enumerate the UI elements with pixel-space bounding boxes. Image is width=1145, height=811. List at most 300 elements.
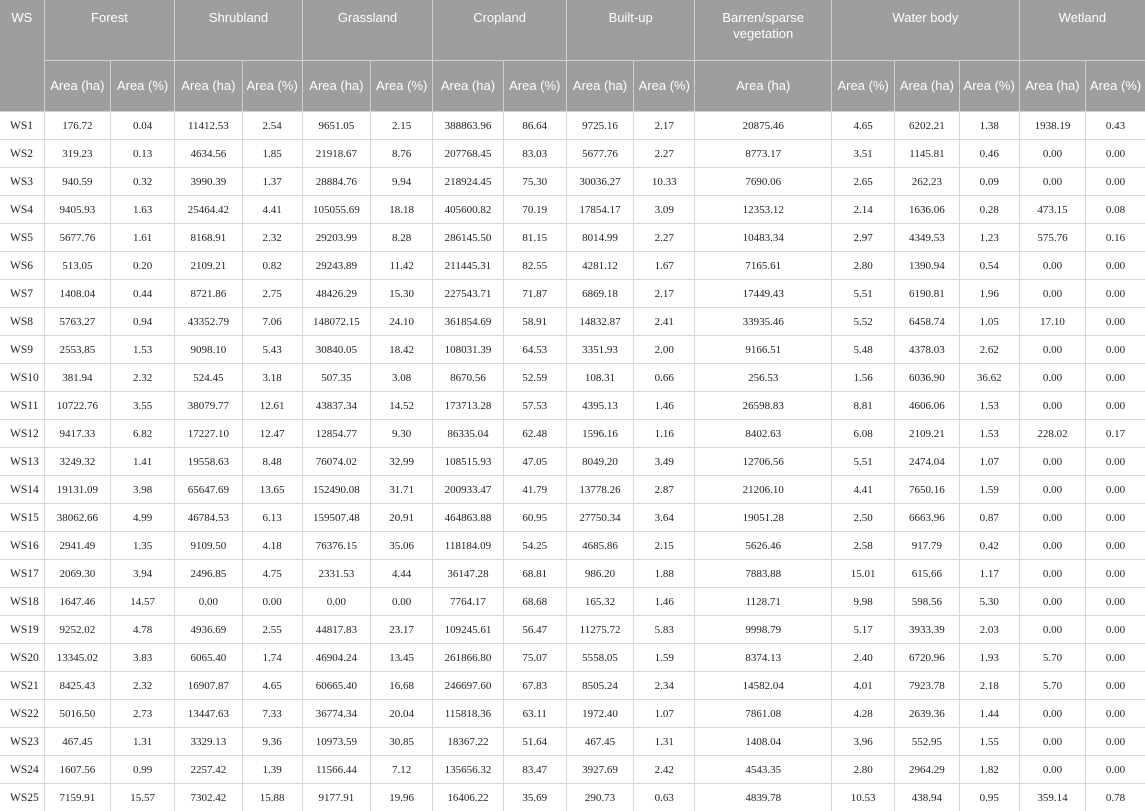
value-cell: 0.43 [1086,112,1145,140]
value-cell: 246697.60 [433,672,503,700]
value-cell: 0.00 [1019,252,1085,280]
value-cell: 0.00 [1086,644,1145,672]
value-cell: 2.50 [832,504,895,532]
value-cell: 1.56 [832,364,895,392]
value-cell: 5.70 [1019,672,1085,700]
value-cell: 464863.88 [433,504,503,532]
value-cell: 1.17 [959,560,1019,588]
value-cell: 6036.90 [895,364,959,392]
value-cell: 2.97 [832,224,895,252]
value-cell: 9.94 [371,168,433,196]
value-cell: 262.23 [895,168,959,196]
ws-cell: WS12 [0,420,44,448]
ws-cell: WS16 [0,532,44,560]
value-cell: 2331.53 [302,560,370,588]
table-body [0,112,1145,811]
ws-cell: WS6 [0,252,44,280]
value-cell: 0.32 [110,168,174,196]
value-cell: 9651.05 [302,112,370,140]
value-cell: 19.96 [371,784,433,811]
value-cell: 0.04 [110,112,174,140]
value-cell: 3.18 [242,364,302,392]
value-cell: 18.42 [371,336,433,364]
ws-cell: WS15 [0,504,44,532]
value-cell: 615.66 [895,560,959,588]
value-cell: 4.41 [832,476,895,504]
value-cell: 5.52 [832,308,895,336]
value-cell: 54.25 [503,532,566,560]
table-row [0,476,1145,504]
value-cell: 13345.02 [44,644,110,672]
value-cell: 10973.59 [302,728,370,756]
value-cell: 2.34 [634,672,695,700]
value-cell: 1.53 [959,392,1019,420]
value-cell: 0.00 [1086,476,1145,504]
value-cell: 4.28 [832,700,895,728]
value-cell: 11275.72 [566,616,633,644]
value-cell: 7159.91 [44,784,110,811]
value-cell: 62.48 [503,420,566,448]
value-cell: 1636.06 [895,196,959,224]
value-cell: 14582.04 [695,672,832,700]
value-cell: 36774.34 [302,700,370,728]
table-row [0,728,1145,756]
value-cell: 5626.46 [695,532,832,560]
ws-cell: WS23 [0,728,44,756]
value-cell: 4378.03 [895,336,959,364]
value-cell: 1.31 [110,728,174,756]
value-cell: 2.55 [242,616,302,644]
value-cell: 7302.42 [175,784,242,811]
value-cell: 7165.61 [695,252,832,280]
value-cell: 67.83 [503,672,566,700]
value-cell: 3927.69 [566,756,633,784]
value-cell: 0.00 [1019,140,1085,168]
value-cell: 0.00 [1086,672,1145,700]
value-cell: 6663.96 [895,504,959,532]
value-cell: 388863.96 [433,112,503,140]
value-cell: 46904.24 [302,644,370,672]
value-cell: 38062.66 [44,504,110,532]
group-header-cropland: Cropland [433,0,567,61]
value-cell: 1.82 [959,756,1019,784]
value-cell: 115818.36 [433,700,503,728]
sub-header: Area (ha) [175,61,242,112]
value-cell: 4685.86 [566,532,633,560]
value-cell: 3.83 [110,644,174,672]
value-cell: 12854.77 [302,420,370,448]
value-cell: 12.61 [242,392,302,420]
value-cell: 17854.17 [566,196,633,224]
value-cell: 27750.34 [566,504,633,532]
value-cell: 467.45 [44,728,110,756]
value-cell: 58.91 [503,308,566,336]
table-row [0,252,1145,280]
value-cell: 60665.40 [302,672,370,700]
table-row [0,140,1145,168]
value-cell: 29243.89 [302,252,370,280]
value-cell: 0.66 [634,364,695,392]
value-cell: 513.05 [44,252,110,280]
value-cell: 3249.32 [44,448,110,476]
value-cell: 11566.44 [302,756,370,784]
group-header-water-body: Water body [832,0,1020,61]
value-cell: 1.35 [110,532,174,560]
table-row [0,504,1145,532]
value-cell: 81.15 [503,224,566,252]
value-cell: 165.32 [566,588,633,616]
value-cell: 64.53 [503,336,566,364]
value-cell: 9.98 [832,588,895,616]
value-cell: 0.00 [1086,168,1145,196]
group-header-forest: Forest [44,0,175,61]
value-cell: 0.00 [1086,560,1145,588]
value-cell: 1.16 [634,420,695,448]
value-cell: 9.36 [242,728,302,756]
value-cell: 8505.24 [566,672,633,700]
value-cell: 18367.22 [433,728,503,756]
sub-header: Area (ha) [895,61,959,112]
value-cell: 0.00 [1019,168,1085,196]
value-cell: 1408.04 [44,280,110,308]
value-cell: 4.65 [242,672,302,700]
ws-cell: WS22 [0,700,44,728]
value-cell: 9417.33 [44,420,110,448]
ws-cell: WS17 [0,560,44,588]
value-cell: 17.10 [1019,308,1085,336]
value-cell: 9098.10 [175,336,242,364]
value-cell: 16907.87 [175,672,242,700]
value-cell: 2.80 [832,252,895,280]
value-cell: 4606.06 [895,392,959,420]
value-cell: 0.00 [1019,392,1085,420]
ws-header: WS [0,0,44,112]
value-cell: 2.62 [959,336,1019,364]
value-cell: 12.47 [242,420,302,448]
table-row [0,756,1145,784]
value-cell: 76074.02 [302,448,370,476]
ws-cell: WS21 [0,672,44,700]
value-cell: 5.51 [832,448,895,476]
table-row [0,224,1145,252]
value-cell: 3.94 [110,560,174,588]
value-cell: 0.00 [1019,476,1085,504]
table-row [0,336,1145,364]
value-cell: 9998.79 [695,616,832,644]
value-cell: 4395.13 [566,392,633,420]
value-cell: 0.00 [1086,392,1145,420]
value-cell: 0.87 [959,504,1019,532]
value-cell: 0.00 [1019,532,1085,560]
value-cell: 0.28 [959,196,1019,224]
value-cell: 6869.18 [566,280,633,308]
value-cell: 2.17 [634,280,695,308]
table-row [0,196,1145,224]
value-cell: 361854.69 [433,308,503,336]
table-row [0,448,1145,476]
value-cell: 8049.20 [566,448,633,476]
value-cell: 15.57 [110,784,174,811]
value-cell: 2.32 [110,364,174,392]
value-cell: 0.20 [110,252,174,280]
value-cell: 1.53 [110,336,174,364]
value-cell: 75.30 [503,168,566,196]
value-cell: 10483.34 [695,224,832,252]
ws-cell: WS10 [0,364,44,392]
value-cell: 524.45 [175,364,242,392]
value-cell: 0.08 [1086,196,1145,224]
table-row [0,560,1145,588]
value-cell: 290.73 [566,784,633,811]
value-cell: 1.74 [242,644,302,672]
value-cell: 381.94 [44,364,110,392]
table-row [0,644,1145,672]
value-cell: 5.17 [832,616,895,644]
value-cell: 6202.21 [895,112,959,140]
value-cell: 15.01 [832,560,895,588]
value-cell: 4.65 [832,112,895,140]
value-cell: 15.88 [242,784,302,811]
value-cell: 261866.80 [433,644,503,672]
value-cell: 0.00 [302,588,370,616]
value-cell: 2553.85 [44,336,110,364]
value-cell: 0.00 [1019,560,1085,588]
value-cell: 1.46 [634,588,695,616]
header-row-groups [0,0,1145,61]
value-cell: 75.07 [503,644,566,672]
value-cell: 0.00 [1019,756,1085,784]
value-cell: 1607.56 [44,756,110,784]
value-cell: 2496.85 [175,560,242,588]
table-row [0,392,1145,420]
value-cell: 41.79 [503,476,566,504]
value-cell: 9109.50 [175,532,242,560]
value-cell: 7690.06 [695,168,832,196]
value-cell: 30840.05 [302,336,370,364]
value-cell: 1.37 [242,168,302,196]
value-cell: 0.00 [1019,504,1085,532]
value-cell: 3.49 [634,448,695,476]
value-cell: 5558.05 [566,644,633,672]
value-cell: 36.62 [959,364,1019,392]
value-cell: 0.00 [1086,448,1145,476]
value-cell: 3.96 [832,728,895,756]
value-cell: 405600.82 [433,196,503,224]
value-cell: 2.00 [634,336,695,364]
value-cell: 0.00 [1086,616,1145,644]
value-cell: 2639.36 [895,700,959,728]
value-cell: 3.55 [110,392,174,420]
value-cell: 8.81 [832,392,895,420]
value-cell: 1.05 [959,308,1019,336]
value-cell: 0.00 [1086,308,1145,336]
value-cell: 0.00 [1019,364,1085,392]
value-cell: 3.08 [371,364,433,392]
value-cell: 11412.53 [175,112,242,140]
value-cell: 2.40 [832,644,895,672]
value-cell: 1.93 [959,644,1019,672]
sub-header: Area (ha) [433,61,503,112]
ws-cell: WS11 [0,392,44,420]
value-cell: 2.65 [832,168,895,196]
value-cell: 44817.83 [302,616,370,644]
value-cell: 71.87 [503,280,566,308]
value-cell: 16406.22 [433,784,503,811]
group-header-barren: Barren/sparse vegetation [695,0,832,61]
ws-cell: WS4 [0,196,44,224]
value-cell: 5677.76 [566,140,633,168]
header-row-units [0,61,1145,112]
value-cell: 3.64 [634,504,695,532]
value-cell: 7.06 [242,308,302,336]
value-cell: 2.75 [242,280,302,308]
value-cell: 14832.87 [566,308,633,336]
value-cell: 12353.12 [695,196,832,224]
value-cell: 25464.42 [175,196,242,224]
value-cell: 6190.81 [895,280,959,308]
value-cell: 15.30 [371,280,433,308]
value-cell: 3933.39 [895,616,959,644]
value-cell: 0.54 [959,252,1019,280]
value-cell: 4839.78 [695,784,832,811]
value-cell: 1.38 [959,112,1019,140]
value-cell: 0.46 [959,140,1019,168]
value-cell: 57.53 [503,392,566,420]
value-cell: 21206.10 [695,476,832,504]
value-cell: 3329.13 [175,728,242,756]
value-cell: 0.00 [1086,280,1145,308]
value-cell: 1972.40 [566,700,633,728]
value-cell: 0.00 [1086,728,1145,756]
value-cell: 1.46 [634,392,695,420]
value-cell: 0.00 [371,588,433,616]
sub-header: Area (ha) [44,61,110,112]
table-row [0,616,1145,644]
ws-cell: WS24 [0,756,44,784]
value-cell: 8.28 [371,224,433,252]
value-cell: 5.48 [832,336,895,364]
value-cell: 48426.29 [302,280,370,308]
value-cell: 0.16 [1086,224,1145,252]
value-cell: 2941.49 [44,532,110,560]
value-cell: 13.65 [242,476,302,504]
value-cell: 118184.09 [433,532,503,560]
value-cell: 940.59 [44,168,110,196]
ws-cell: WS13 [0,448,44,476]
value-cell: 12706.56 [695,448,832,476]
value-cell: 1390.94 [895,252,959,280]
value-cell: 2.58 [832,532,895,560]
value-cell: 5677.76 [44,224,110,252]
value-cell: 0.63 [634,784,695,811]
ws-cell: WS14 [0,476,44,504]
value-cell: 2.87 [634,476,695,504]
value-cell: 0.00 [1019,588,1085,616]
sub-header: Area (ha) [566,61,633,112]
value-cell: 4634.56 [175,140,242,168]
value-cell: 1.55 [959,728,1019,756]
value-cell: 9252.02 [44,616,110,644]
value-cell: 2.42 [634,756,695,784]
value-cell: 1.96 [959,280,1019,308]
value-cell: 3.09 [634,196,695,224]
value-cell: 319.23 [44,140,110,168]
value-cell: 36147.28 [433,560,503,588]
value-cell: 30036.27 [566,168,633,196]
ws-cell: WS5 [0,224,44,252]
value-cell: 0.82 [242,252,302,280]
value-cell: 1.07 [959,448,1019,476]
value-cell: 0.00 [1019,336,1085,364]
value-cell: 10.33 [634,168,695,196]
value-cell: 68.81 [503,560,566,588]
value-cell: 3351.93 [566,336,633,364]
value-cell: 4543.35 [695,756,832,784]
value-cell: 1128.71 [695,588,832,616]
value-cell: 0.00 [1019,448,1085,476]
ws-cell: WS25 [0,784,44,811]
value-cell: 13778.26 [566,476,633,504]
value-cell: 598.56 [895,588,959,616]
value-cell: 28884.76 [302,168,370,196]
value-cell: 46784.53 [175,504,242,532]
value-cell: 8.48 [242,448,302,476]
value-cell: 2.32 [242,224,302,252]
value-cell: 227543.71 [433,280,503,308]
value-cell: 438.94 [895,784,959,811]
value-cell: 6458.74 [895,308,959,336]
table-row [0,112,1145,140]
value-cell: 8168.91 [175,224,242,252]
value-cell: 6065.40 [175,644,242,672]
ws-cell: WS18 [0,588,44,616]
value-cell: 19131.09 [44,476,110,504]
value-cell: 176.72 [44,112,110,140]
value-cell: 47.05 [503,448,566,476]
value-cell: 108515.93 [433,448,503,476]
value-cell: 2.41 [634,308,695,336]
value-cell: 2.73 [110,700,174,728]
value-cell: 8773.17 [695,140,832,168]
value-cell: 2.80 [832,756,895,784]
table-row [0,784,1145,811]
value-cell: 0.00 [242,588,302,616]
value-cell: 9177.91 [302,784,370,811]
value-cell: 4.41 [242,196,302,224]
value-cell: 30.85 [371,728,433,756]
value-cell: 0.00 [1086,504,1145,532]
value-cell: 0.00 [1019,616,1085,644]
value-cell: 4.18 [242,532,302,560]
value-cell: 5.70 [1019,644,1085,672]
value-cell: 359.14 [1019,784,1085,811]
group-header-grassland: Grassland [302,0,433,61]
value-cell: 2.54 [242,112,302,140]
value-cell: 109245.61 [433,616,503,644]
value-cell: 9405.93 [44,196,110,224]
value-cell: 86335.04 [433,420,503,448]
value-cell: 1408.04 [695,728,832,756]
value-cell: 4.44 [371,560,433,588]
value-cell: 4281.12 [566,252,633,280]
value-cell: 0.00 [1019,700,1085,728]
sub-header: Area (%) [371,61,433,112]
value-cell: 1.53 [959,420,1019,448]
value-cell: 5.30 [959,588,1019,616]
value-cell: 1.59 [634,644,695,672]
value-cell: 467.45 [566,728,633,756]
value-cell: 11.42 [371,252,433,280]
